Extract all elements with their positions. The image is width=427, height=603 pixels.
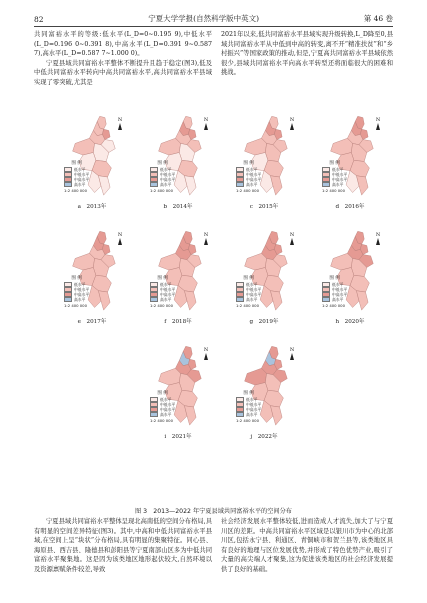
legend-swatch: [150, 297, 158, 303]
legend-label: 中低水平: [332, 172, 348, 177]
north-label: N: [289, 117, 295, 123]
north-arrow-icon: [202, 347, 210, 360]
north-arrow-icon: [116, 232, 124, 245]
figure-caption: 图 3 2013—2022 年宁夏县域共同富裕水平的空间分布: [135, 508, 292, 515]
journal-title: 宁夏大学学报(自然科学版中英文): [148, 14, 260, 23]
north-arrow-icon: [288, 232, 296, 245]
legend-label: 高水平: [246, 297, 258, 302]
legend-item: [322, 297, 347, 302]
county-region: [73, 138, 95, 155]
legend-title: 图 例: [157, 276, 168, 281]
legend-label: 中低水平: [74, 172, 90, 177]
legend-label: 中低水平: [160, 287, 176, 292]
legend-label: 中高水平: [74, 177, 90, 182]
panel-label: i 2021年: [164, 434, 192, 440]
legend-title: 图 例: [243, 276, 254, 281]
map-legend: [150, 391, 175, 423]
legend-label: 高水平: [332, 182, 344, 187]
legend-item: [150, 182, 175, 187]
legend-label: 低水平: [74, 167, 86, 172]
legend-title: 图 例: [71, 276, 82, 281]
north-arrow-icon: [202, 232, 210, 245]
legend-label: 中低水平: [246, 172, 262, 177]
legend-label: 中高水平: [246, 407, 262, 412]
legend-label: 低水平: [246, 397, 258, 402]
legend-label: 低水平: [246, 167, 258, 172]
map-legend: [236, 276, 261, 308]
scale-label: 1:2 400 000: [236, 303, 260, 308]
legend-label: 中高水平: [246, 177, 262, 182]
panel-label: b 2014年: [163, 204, 193, 210]
panel-label: c 2015年: [249, 204, 279, 210]
legend-label: 中低水平: [74, 287, 90, 292]
north-label: N: [375, 232, 381, 238]
map-legend: [64, 276, 89, 308]
scale-label: 1:2 400 000: [64, 303, 88, 308]
legend-label: 高水平: [246, 182, 258, 187]
legend-label: 中高水平: [160, 407, 176, 412]
north-arrow-icon: [374, 232, 382, 245]
north-arrow-icon: [374, 117, 382, 130]
panel-label: f 2018年: [164, 319, 192, 325]
legend-title: 图 例: [243, 161, 254, 166]
north-label: N: [289, 232, 295, 238]
legend-title: 图 例: [157, 391, 168, 396]
legend-label: 低水平: [246, 282, 258, 287]
legend-label: 中高水平: [160, 177, 176, 182]
scale-label: 1:2 400 000: [236, 188, 260, 193]
scale-label: 1:2 400 000: [150, 418, 174, 423]
panel-label: e 2017年: [77, 319, 107, 325]
county-region: [331, 253, 353, 270]
legend-label: 中低水平: [332, 287, 348, 292]
legend-label: 低水平: [160, 282, 172, 287]
legend-label: 中低水平: [160, 172, 176, 177]
legend-swatch: [236, 182, 244, 188]
north-label: N: [203, 117, 209, 123]
paragraph: 2021年以来,低共同富裕水平县域实现升级转换,L_D降至0,县域共同富裕水平从中低到中高的转变,离不开“精准扶贫”和“乡村振兴”等国家政策的推动,但是,宁夏高共同富裕水平县域依然很少,县域共同富裕水平向高水平转型还将面临很大的困难和挑战。: [221, 31, 393, 77]
county-region: [245, 368, 267, 385]
north-label: N: [203, 232, 209, 238]
scale-label: 1:2 400 000: [150, 188, 174, 193]
legend-label: 高水平: [160, 412, 172, 417]
legend-swatch: [322, 297, 330, 303]
legend-swatch: [64, 297, 72, 303]
legend-label: 低水平: [160, 167, 172, 172]
scale-label: 1:2 400 000: [322, 188, 346, 193]
legend-swatch: [236, 412, 244, 418]
county-region: [159, 368, 181, 385]
legend-swatch: [236, 297, 244, 303]
legend-label: 低水平: [74, 282, 86, 287]
legend-label: 高水平: [332, 297, 344, 302]
panel-label: j 2022年: [250, 434, 278, 440]
legend-item: [64, 182, 89, 187]
legend-item: [236, 297, 261, 302]
north-arrow-icon: [288, 347, 296, 360]
map-legend: [322, 276, 347, 308]
map-legend: [150, 161, 175, 193]
north-label: N: [203, 347, 209, 353]
legend-label: 中高水平: [332, 177, 348, 182]
panel-label: g 2019年: [249, 319, 279, 325]
legend-label: 中低水平: [246, 402, 262, 407]
map-legend: [236, 161, 261, 193]
legend-label: 高水平: [74, 182, 86, 187]
county-region: [159, 253, 181, 270]
volume-label: 第 46 卷: [363, 14, 393, 23]
legend-swatch: [64, 182, 72, 188]
map-legend: [64, 161, 89, 193]
legend-label: 中高水平: [74, 292, 90, 297]
panel-label: a 2013年: [77, 204, 107, 210]
legend-label: 低水平: [332, 282, 344, 287]
legend-label: 高水平: [246, 412, 258, 417]
legend-swatch: [150, 182, 158, 188]
legend-label: 高水平: [74, 297, 86, 302]
legend-label: 高水平: [160, 297, 172, 302]
scale-label: 1:2 400 000: [150, 303, 174, 308]
north-label: N: [375, 117, 381, 123]
paragraph: 宁夏县域共同富裕水平整体呈现北高南低的空间分布格局,具有明显的空间差异特征(图3)。其中,中高和中低共同富裕水平县域,在空间上呈“块状”分布格局,具有明显的集聚特征。同心县、海原县、西吉县、隆德县和彭阳县等宁夏南部山区多为中低共同富裕水平聚集地。这是因为该类地区地形起伏较大,自然环境以及资源禀赋条件较差,导致: [34, 518, 212, 573]
map-legend: [322, 161, 347, 193]
legend-label: 低水平: [160, 397, 172, 402]
legend-label: 中高水平: [246, 292, 262, 297]
bottom-left-column: [34, 517, 212, 575]
panel-label: h 2020年: [335, 319, 365, 325]
legend-item: [236, 182, 261, 187]
legend-title: 图 例: [71, 161, 82, 166]
page-number: 82: [34, 15, 44, 24]
north-arrow-icon: [116, 117, 124, 130]
paragraph: 共同富裕水平的等级:低水平(L_D=0~0.195 9),中低水平(L_D=0.196 0~0.391 8),中高水平(L_D=0.391 9~0.587 7),高水平(L_D=0.587 7~1.000 0)。: [34, 31, 212, 58]
scale-label: 1:2 400 000: [64, 188, 88, 193]
legend-swatch: [150, 412, 158, 418]
legend-title: 图 例: [157, 161, 168, 166]
legend-title: 图 例: [329, 161, 340, 166]
paragraph: 社会经济发展水平整体较低,进而造成人才流失,加大了与宁夏川区的差距。中高共同富裕水平区域是以银川市为中心的北部川区,包括永宁县、利通区、青铜峡市和贺兰县等,该类地区具有良好的地理与区位发展优势,并形成了特色优势产业,吸引了大量的高尖端人才聚集,这为促进该类地区的社会经济发展提供了良好的基础。: [221, 518, 393, 573]
legend-label: 中高水平: [332, 292, 348, 297]
legend-label: 高水平: [160, 182, 172, 187]
legend-swatch: [322, 182, 330, 188]
north-arrow-icon: [202, 117, 210, 130]
panel-label: d 2016年: [335, 204, 365, 210]
legend-item: [322, 182, 347, 187]
county-region: [245, 138, 267, 155]
top-right-column: [221, 30, 393, 78]
north-arrow-icon: [288, 117, 296, 130]
running-header: [34, 10, 393, 27]
county-region: [245, 253, 267, 270]
map-legend: [236, 391, 261, 423]
top-left-column: [34, 30, 212, 88]
legend-item: [236, 412, 261, 417]
county-region: [73, 253, 95, 270]
map-legend: [150, 276, 175, 308]
legend-label: 中低水平: [160, 402, 176, 407]
legend-item: [150, 297, 175, 302]
legend-label: 低水平: [332, 167, 344, 172]
legend-item: [64, 297, 89, 302]
north-label: N: [289, 347, 295, 353]
bottom-right-column: [221, 517, 393, 575]
county-region: [159, 138, 181, 155]
north-label: N: [117, 232, 123, 238]
county-region: [331, 138, 353, 155]
paragraph: 宁夏县域共同富裕水平整体不断提升且趋于稳定(图3),低及中低共同富裕水平转向中高共同富裕水平,高共同富裕水平县域实现了零突破,尤其是: [34, 59, 212, 86]
legend-label: 中高水平: [160, 292, 176, 297]
scale-label: 1:2 400 000: [322, 303, 346, 308]
legend-label: 中低水平: [246, 287, 262, 292]
scale-label: 1:2 400 000: [236, 418, 260, 423]
north-label: N: [117, 117, 123, 123]
legend-title: 图 例: [243, 391, 254, 396]
legend-item: [150, 412, 175, 417]
legend-title: 图 例: [329, 276, 340, 281]
